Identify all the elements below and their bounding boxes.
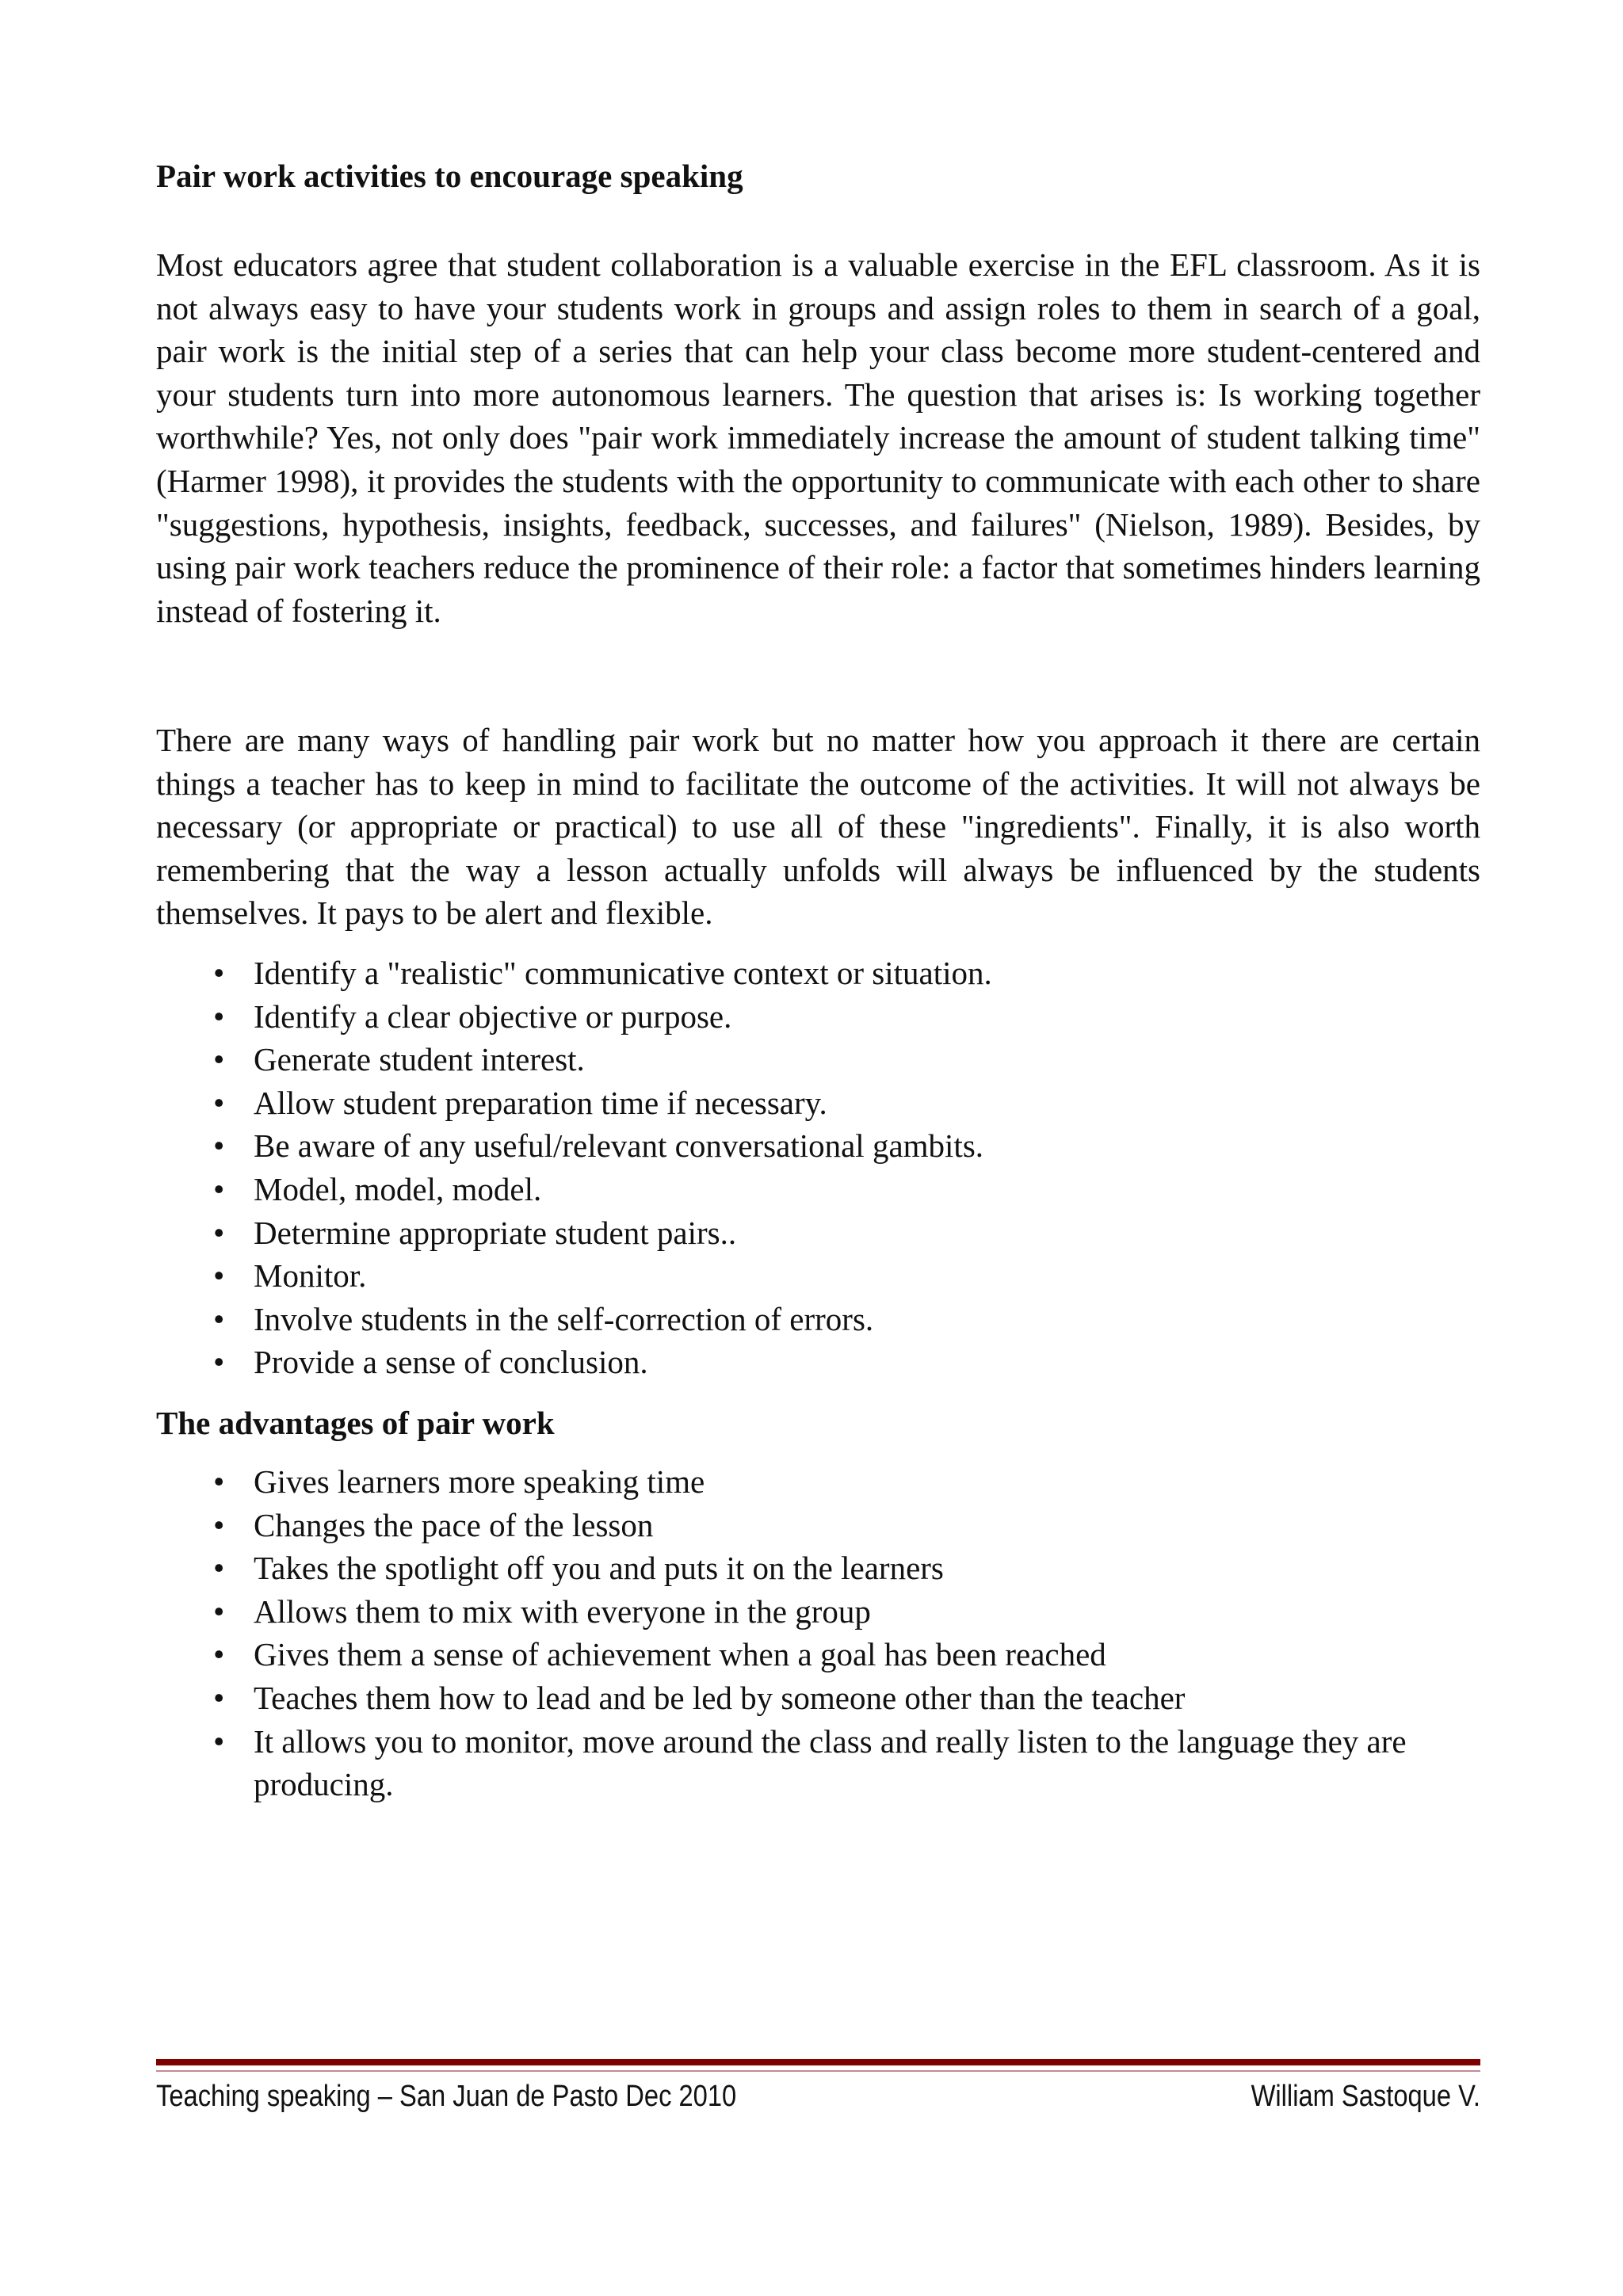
- bullet-icon: •: [213, 1550, 225, 1587]
- list-item: • Identify a clear objective or purpose.: [156, 995, 1480, 1039]
- footer-rule-thick: [156, 2059, 1480, 2065]
- list-item: • Determine appropriate student pairs..: [156, 1211, 1480, 1255]
- bullet-icon: •: [213, 1041, 225, 1078]
- bullet-icon: •: [213, 1170, 225, 1207]
- list-item: • Teaches them how to lead and be led by someone other than the teacher: [156, 1676, 1480, 1720]
- bullet-icon: •: [213, 955, 225, 991]
- bullet-icon: •: [213, 1344, 225, 1381]
- paragraph-intro: Most educators agree that student collaboration is a valuable exercise in the EFL classroom. As it is not always easy to have your students work in groups and assign roles to them in search of a goal, pair work is the initial step of a series that can help your class become more student-centered and your students turn into more autonomous learners. The question that arises is: Is working together worthwhile? Yes, not only does "pair work immediately increase the amount of student talking time" (Harmer 1998), it provides the students with the opportunity to communicate with each other to share "suggestions, hypothesis, insights, feedback, successes, and failures" (Nielson, 1989). Besides, by using pair work teachers reduce the prominence of their role: a factor that sometimes hinders learning instead of fostering it.: [156, 246, 1480, 629]
- bullet-icon: •: [213, 1636, 225, 1673]
- paragraph-handling: There are many ways of handling pair work but no matter how you approach it there are certain things a teacher has to keep in mind to facilitate the outcome of the activities. It will not always be necessary (or appropriate or practical) to use all of these "ingredients". Finally, it is also worth remembering that the way a lesson actually unfolds will always be influenced by the students themselves. It pays to be alert and flexible.: [156, 722, 1480, 932]
- footer-author: William Sastoque V.: [1251, 2080, 1480, 2113]
- list-item: • Generate student interest.: [156, 1038, 1480, 1081]
- list-item: • Monitor.: [156, 1254, 1480, 1298]
- bullet-icon: •: [213, 1300, 225, 1337]
- list-item: • Identify a "realistic" communicative context or situation.: [156, 952, 1480, 995]
- bullet-icon: •: [213, 1506, 225, 1543]
- bullet-icon: •: [213, 1127, 225, 1165]
- bullet-icon: •: [213, 1679, 225, 1716]
- list-item: • Be aware of any useful/relevant conversational gambits.: [156, 1124, 1480, 1168]
- bullet-icon: •: [213, 1722, 225, 1760]
- list-item: • Takes the spotlight off you and puts it on the learners: [156, 1547, 1480, 1590]
- list-item: • Gives learners more speaking time: [156, 1460, 1480, 1504]
- list-item: • Model, model, model.: [156, 1168, 1480, 1211]
- bullet-icon: •: [213, 1463, 225, 1500]
- list-item: • Involve students in the self-correction of errors.: [156, 1298, 1480, 1341]
- section-heading: Pair work activities to encourage speaking: [156, 158, 743, 194]
- page-footer: [156, 2080, 1480, 2114]
- bullet-icon: •: [213, 1592, 225, 1630]
- bullet-icon: •: [213, 1257, 225, 1295]
- bullet-icon: •: [213, 1084, 225, 1121]
- list-item: • Allows them to mix with everyone in the group: [156, 1590, 1480, 1634]
- advantages-heading: The advantages of pair work: [156, 1405, 555, 1441]
- bullet-icon: •: [213, 1214, 225, 1251]
- advantages-list: [156, 1460, 1480, 1806]
- list-item: • Provide a sense of conclusion.: [156, 1341, 1480, 1384]
- list-item: • Gives them a sense of achievement when a goal has been reached: [156, 1633, 1480, 1676]
- footer-rule-thin: [156, 2070, 1480, 2072]
- list-item: • Changes the pace of the lesson: [156, 1504, 1480, 1547]
- list-item: • Allow student preparation time if necessary.: [156, 1081, 1480, 1125]
- footer-title: Teaching speaking – San Juan de Pasto Dec 2010: [156, 2080, 737, 2113]
- ingredients-list: [156, 952, 1480, 1384]
- bullet-icon: •: [213, 997, 225, 1035]
- list-item: • It allows you to monitor, move around the class and really listen to the language they are producing.: [156, 1720, 1480, 1806]
